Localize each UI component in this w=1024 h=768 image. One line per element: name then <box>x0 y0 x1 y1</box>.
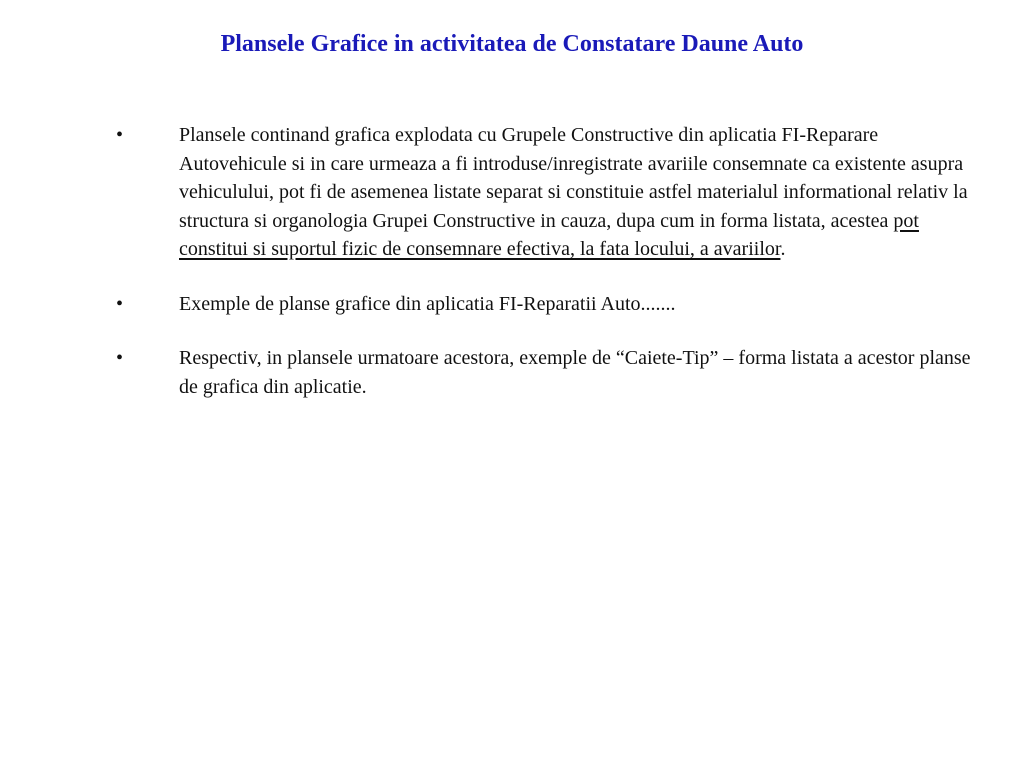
bullet-marker: • <box>116 347 124 369</box>
bullet-text-main: Plansele continand grafica explodata cu Grupele Constructive din aplicatia FI-Reparare Autovehicule si in care urmeaza a fi introduse/inregistrate avariile consemnate ca existente asupra vehiculului, pot fi de asemenea listate separat si constituie astfel materialul informational relativ la structura si organologia Grupei Constructive in cauza, dupa cum in forma listata, acestea <box>179 124 968 232</box>
bullet-text-tail: . <box>780 238 786 260</box>
bullet-text-underlined: pot constitui si suportul fizic de consemnare efectiva, la fata locului, a avariilor <box>179 209 919 260</box>
slide-title: Plansele Grafice in activitatea de Constatare Daune Auto <box>220 31 804 57</box>
bullet-text <box>179 121 980 264</box>
bullet-item <box>110 344 980 401</box>
bullet-item <box>110 121 980 264</box>
bullet-item <box>110 290 980 319</box>
bullet-text: Respectiv, in plansele urmatoare acestora, exemple de “Caiete-Tip” – forma listata a acestor planse de grafica din aplicatie. <box>179 347 971 398</box>
bullet-marker: • <box>116 124 124 146</box>
bullet-list <box>110 121 980 401</box>
bullet-marker: • <box>116 292 124 315</box>
bullet-text: Exemple de planse grafice din aplicatia FI-Reparatii Auto....... <box>179 292 676 315</box>
